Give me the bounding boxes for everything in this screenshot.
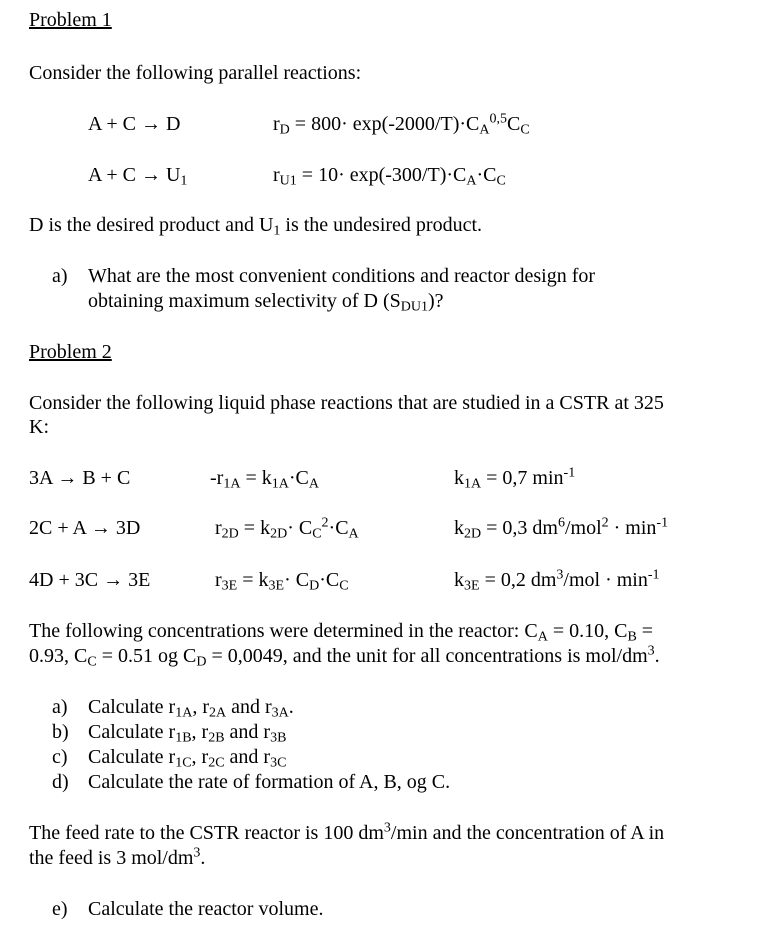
question-letter: c) xyxy=(52,746,68,768)
concentrations-text: 0.93, $C_C = 0.51$ og $C_D = 0,0049$, and the unit for all concentrations is mol/$dm^3$. xyxy=(29,643,660,670)
rate-constant: $k_{3E} = 0,2$ $dm^3$/mol · $\min^{-1}$ xyxy=(454,567,660,594)
rate-constant: $k_{1A} = 0,7$ $\min^{-1}$ xyxy=(454,465,576,492)
reaction-equation: $A + C \to U_1$ xyxy=(88,164,188,189)
rate-expression: $r_{2D} = k_{2D}\cdot C_C^2\cdot C_A$ xyxy=(215,515,359,542)
question-text: What are the most convenient conditions and reactor design for xyxy=(88,265,596,287)
problem-2-intro: K: xyxy=(29,416,49,438)
question-letter: a) xyxy=(52,265,68,287)
reaction-equation: 3A → B + C xyxy=(29,467,131,489)
question-text: obtaining maximum selectivity of D $(S_{DU1})$? xyxy=(88,290,444,315)
problem-2-intro: Consider the following liquid phase reactions that are studied in a CSTR at 325 xyxy=(29,392,664,414)
question-letter: b) xyxy=(52,721,69,743)
question-letter: a) xyxy=(52,696,68,718)
question-text: Calculate $r_{1B}$, $r_{2B}$ and $r_{3B}$ xyxy=(88,721,287,746)
problem-2-heading: Problem 2 xyxy=(29,341,112,363)
reaction-equation: 4D + 3C → 3E xyxy=(29,569,151,591)
feed-text: the feed is 3 mol/$dm^3$. xyxy=(29,845,206,869)
problem-1-intro: Consider the following parallel reactions: xyxy=(29,62,362,84)
problem-1-description: D is the desired product and $U_1$ is the undesired product. xyxy=(29,214,483,239)
rate-expression: $-r_{1A} = k_{1A}\cdot C_A$ xyxy=(210,467,319,492)
question-letter: e) xyxy=(52,898,68,920)
question-text: Calculate $r_{1A}$, $r_{2A}$ and $r_{3A}$. xyxy=(88,696,294,721)
problem-1-heading: Problem 1 xyxy=(29,9,112,31)
rate-expression: $r_D = 800\cdot \exp(-2000/T)\cdot C_A^{0,5}C_C$ xyxy=(273,111,530,138)
concentrations-text: The following concentrations were determined in the reactor: $C_A = 0.10$, $C_B$ = xyxy=(29,620,654,645)
reaction-equation: A + C → D xyxy=(88,113,181,135)
rate-constant: $k_{2D} = 0,3$ $dm^6/mol^2 \cdot \min^{-1}$ xyxy=(454,515,669,542)
reaction-equation: 2C + A → 3D xyxy=(29,517,141,539)
question-text: Calculate the rate of formation of A, B, og C. xyxy=(88,771,451,793)
question-letter: d) xyxy=(52,771,69,793)
question-text: Calculate the reactor volume. xyxy=(88,898,324,920)
rate-expression: $r_{U1} = 10\cdot \exp(-300/T)\cdot C_A\cdot C_C$ xyxy=(273,164,506,189)
feed-text: The feed rate to the CSTR reactor is 100 $dm^3/\min$ and the concentration of A in xyxy=(29,820,665,844)
question-text: Calculate $r_{1C}$, $r_{2C}$ and $r_{3C}$ xyxy=(88,746,287,771)
rate-expression: $r_{3E} = k_{3E}\cdot C_D\cdot C_C$ xyxy=(215,569,349,594)
